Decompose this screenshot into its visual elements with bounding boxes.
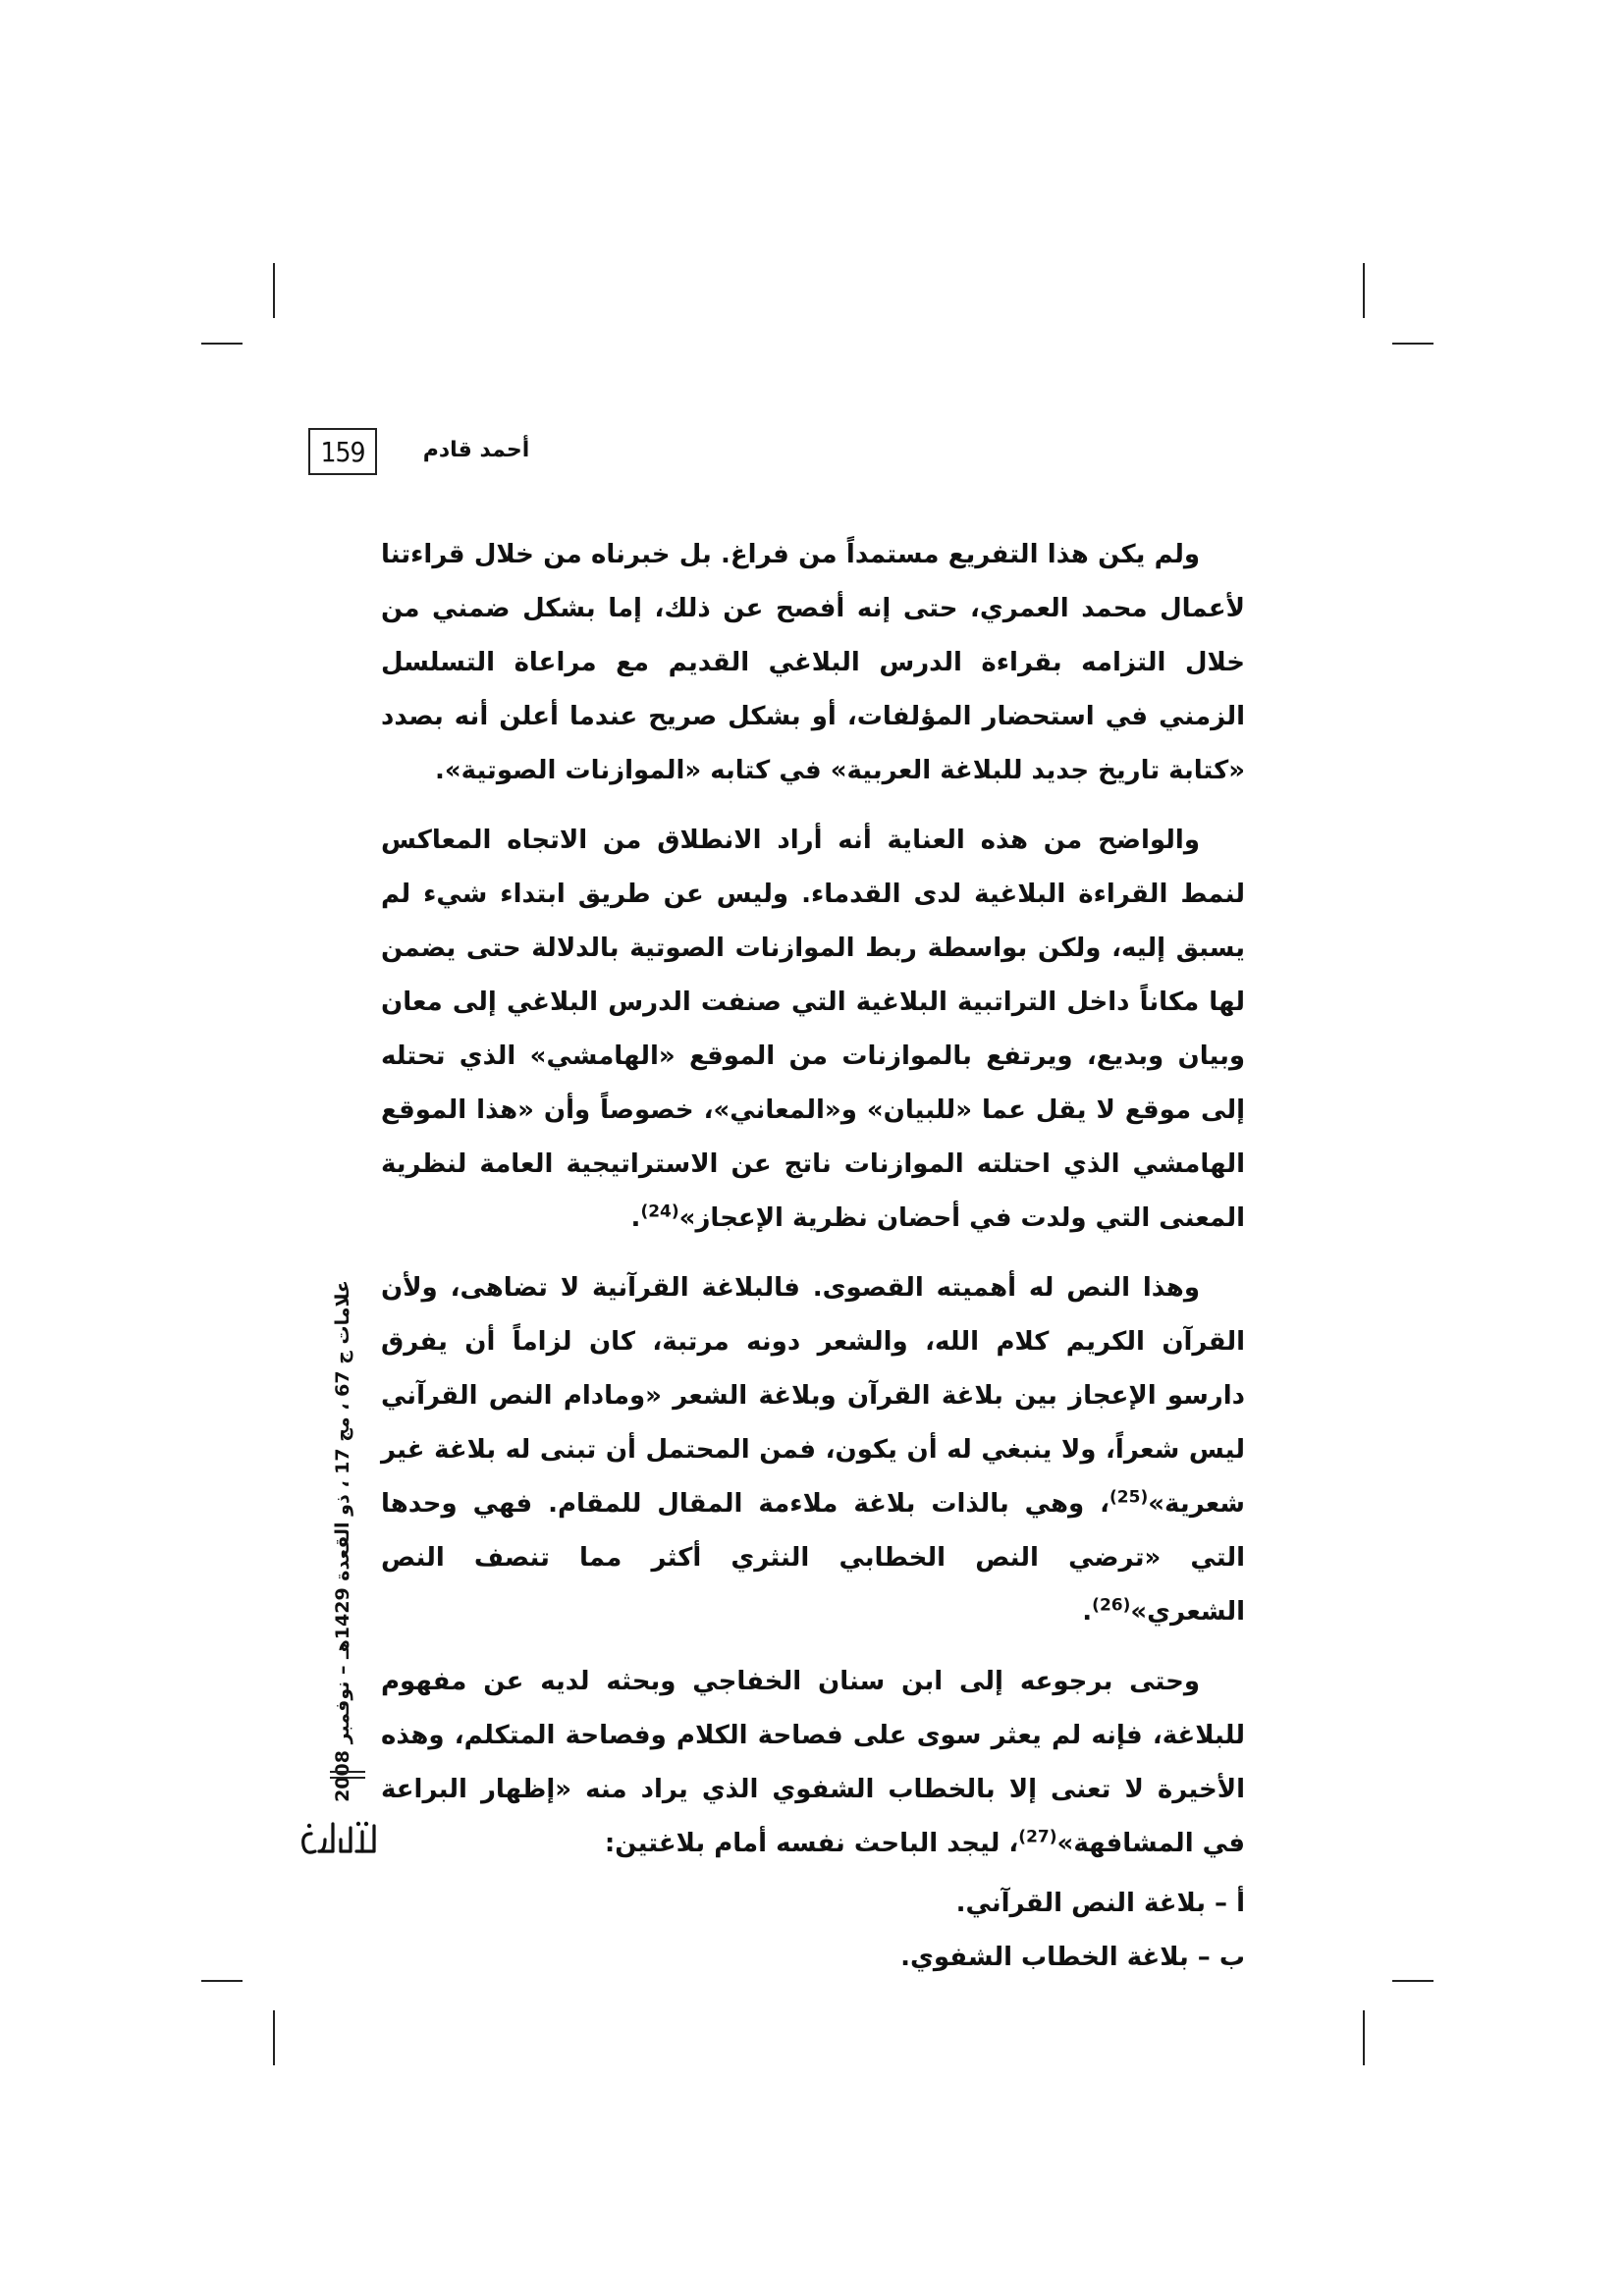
crop-mark-top-left-horizontal [201,343,243,345]
article-body [381,528,1245,1985]
journal-logo-icon [298,1818,380,1861]
crop-mark-bottom-left-vertical [273,2010,275,2065]
crop-mark-bottom-right-horizontal [1392,1980,1434,1982]
crop-mark-bottom-right-vertical [1363,2010,1365,2065]
journal-logo [295,1816,383,1863]
paragraph-3 [381,1261,1245,1639]
paragraph-3-text: وهذا النص له أهميته القصوى. فالبلاغة القرآنية لا تضاهى، ولأن القرآن الكريم كلام الله، والشعر دونه مرتبة، كان لزاماً أن يفرق دارسو الإعجاز بين بلاغة القرآن وبلاغة الشعر «ومادام النص القرآني ليس شعراً، ولا ينبغي له أن يكون، فمن المحتمل أن تبنى له بلاغة غير شعرية» [381,1273,1245,1519]
footnote-ref-24: (24) [640,1201,679,1222]
paragraph-2-text: والواضح من هذه العناية أنه أراد الانطلاق من الاتجاه المعاكس لنمط القراءة البلاغية لدى القدماء. وليس عن طريق ابتداء شيء لم يسبق إليه، ولكن بواسطة ربط الموازنات الصوتية بالدلالة حتى يضمن لها مكاناً داخل التراتبية البلاغية التي صنفت الدرس البلاغي إلى معان وبيان وبديع، ويرتفع بالموازنات من الموقع «الهامشي» الذي تحتله إلى موقع لا يقل عما «للبيان» و«المعاني»، خصوصاً وأن «هذا الموقع الهامشي الذي احتلته الموازنات ناتج عن الاستراتيجية العامة لنظرية المعنى التي ولدت في أحضان نظرية الإعجاز» [381,826,1245,1233]
crop-mark-top-right-horizontal [1392,343,1434,345]
paragraph-3-tail: ، وهي بالذات بلاغة ملاءمة المقال للمقام. فهي وحدها التي «ترضي النص الخطابي النثري أكثر مما تنصف النص الشعري» [381,1489,1245,1627]
page-number: 159 [308,428,377,475]
crop-mark-top-right-vertical [1363,263,1365,318]
footnote-ref-26: (26) [1092,1595,1131,1616]
paragraph-2 [381,814,1245,1246]
paragraph-3-tail-2: . [1082,1597,1093,1627]
running-header-author: أحمد قادم [422,438,530,462]
footnote-ref-25: (25) [1109,1487,1149,1508]
journal-info-divider [330,1771,365,1779]
journal-info: علامات ج 67 ، مج 17 ، ذو القعدة 1429هـ – نوفمبر 2008 [332,1280,353,1802]
paragraph-2-tail: . [630,1203,641,1233]
footnote-ref-27: (27) [1018,1827,1057,1847]
paragraph-4-tail: ، ليجد الباحث نفسه أمام بلاغتين: [604,1829,1019,1858]
paragraph-1 [381,528,1245,798]
paragraph-4-text: وحتى برجوعه إلى ابن سنان الخفاجي وبحثه لديه عن مفهوم للبلاغة، فإنه لم يعثر سوى على فصاحة الكلام وفصاحة المتكلم، وهذه الأخيرة لا تعنى إلا بالخطاب الشفوي الذي يراد منه «إظهار البراعة في المشافهة» [381,1667,1245,1858]
crop-mark-bottom-left-horizontal [201,1980,243,1982]
crop-mark-top-left-vertical [273,263,275,318]
list-item-b: ب – بلاغة الخطاب الشفوي. [900,1943,1245,1972]
paragraph-4 [381,1655,1245,1871]
journal-info-band [322,1280,363,1802]
paragraph-1-text: ولم يكن هذا التفريع مستمداً من فراغ. بل خبرناه من خلال قراءتنا لأعمال محمد العمري، حتى إنه أفصح عن ذلك، إما بشكل ضمني من خلال التزامه بقراءة الدرس البلاغي القديم مع مراعاة التسلسل الزمني في استحضار المؤلفات، أو بشكل صريح عندما أعلن أنه بصدد «كتابة تاريخ جديد للبلاغة العربية» في كتابه «الموازنات الصوتية». [381,540,1245,785]
list-item-a: أ – بلاغة النص القرآني. [955,1889,1245,1918]
